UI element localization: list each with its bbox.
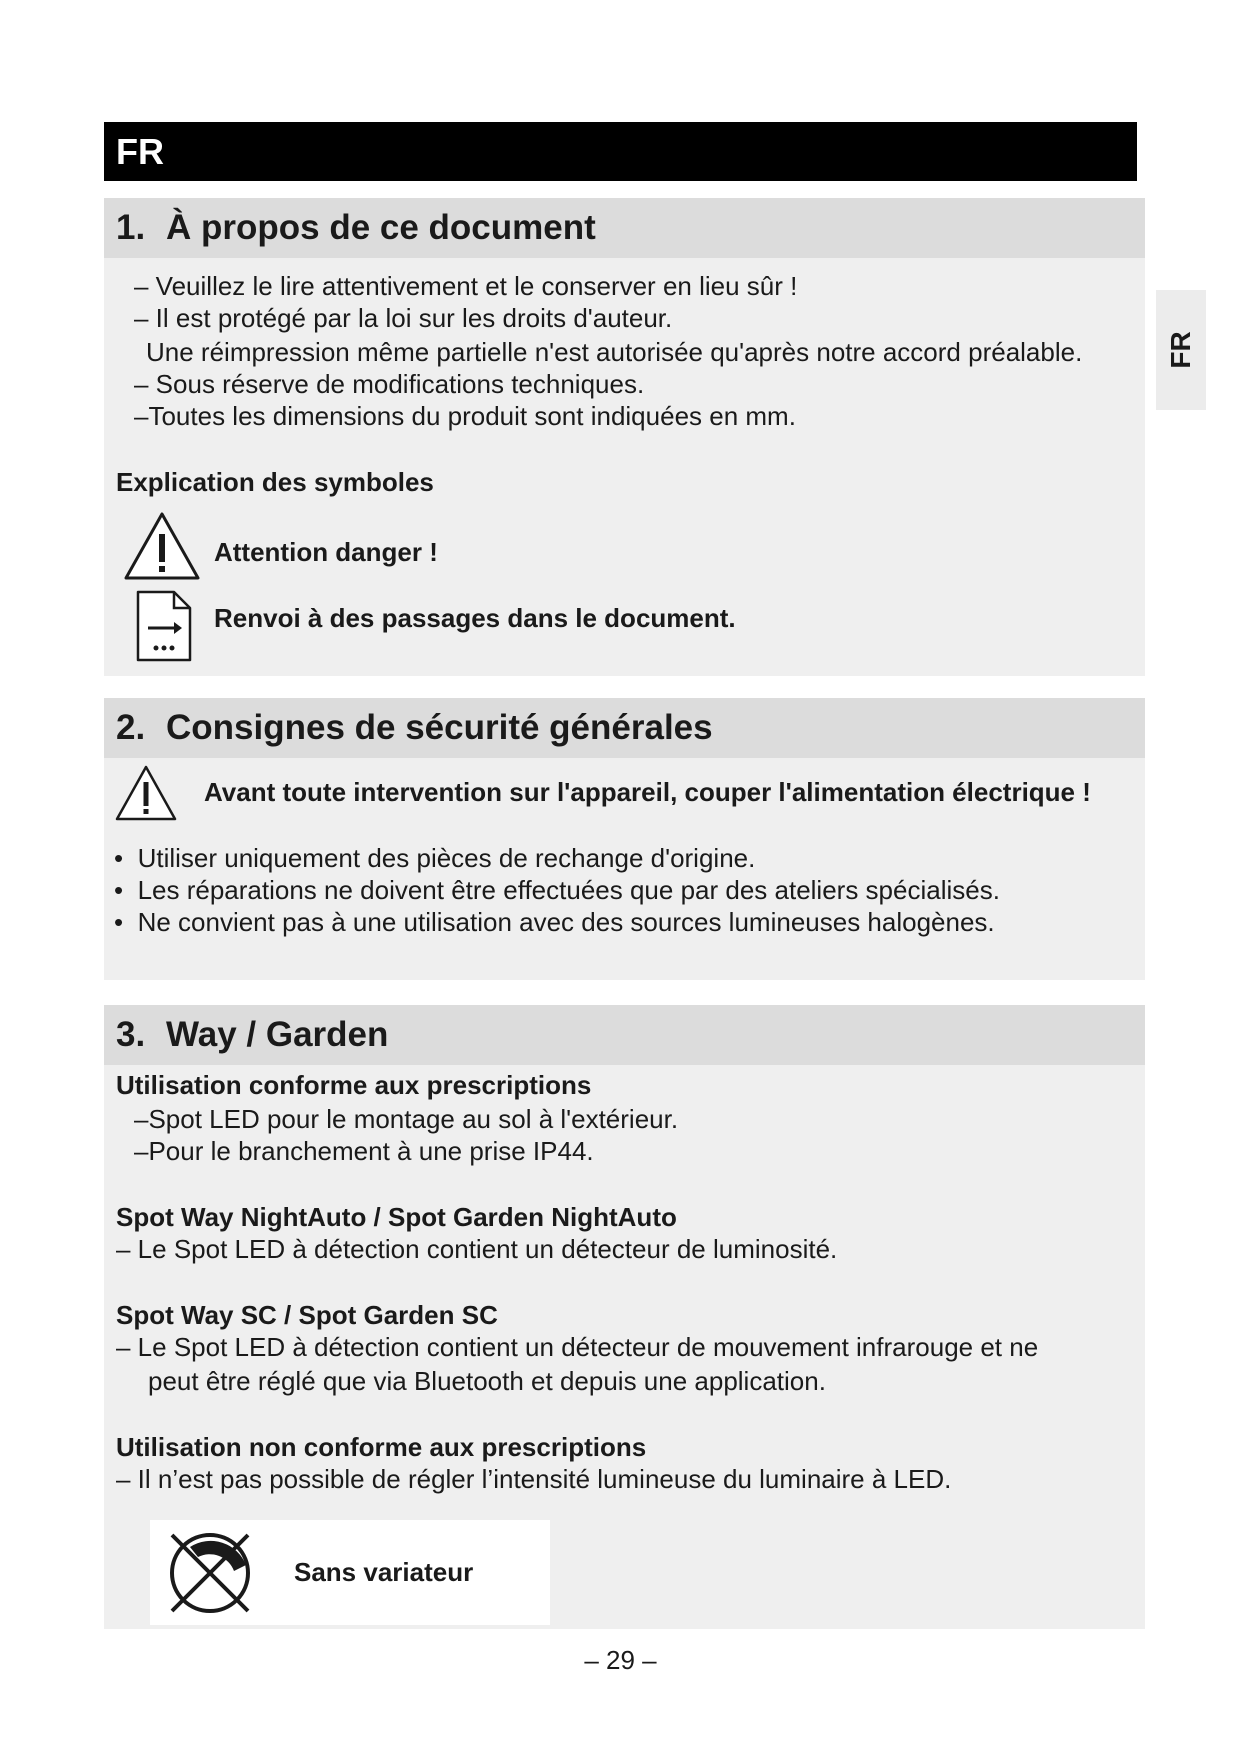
side-language-label: FR <box>1165 331 1196 369</box>
sc-heading: Spot Way SC / Spot Garden SC <box>116 1300 498 1330</box>
bullet-item: • Utiliser uniquement des pièces de rechange d'origine. <box>114 843 756 873</box>
symbol-reference-label: Renvoi à des passages dans le document. <box>214 603 736 633</box>
symbol-danger-label: Attention danger ! <box>214 537 438 567</box>
text-line: – Le Spot LED à détection contient un détecteur de luminosité. <box>116 1234 838 1264</box>
text-line: –Spot LED pour le montage au sol à l'extérieur. <box>134 1104 679 1134</box>
no-dimmer-box <box>150 1520 550 1625</box>
nightauto-heading: Spot Way NightAuto / Spot Garden NightAuto <box>116 1202 677 1232</box>
text-line: Une réimpression même partielle n'est autorisée qu'après notre accord préalable. <box>146 337 1083 367</box>
section-heading: Consignes de sécurité générales <box>166 708 713 747</box>
warning-triangle-icon <box>122 510 202 582</box>
section-number: 3. <box>116 1015 146 1054</box>
text-line: –Pour le branchement à une prise IP44. <box>134 1136 594 1166</box>
side-language-tab <box>1156 290 1206 410</box>
text-line: – Il n’est pas possible de régler l’intensité lumineuse du luminaire à LED. <box>116 1464 952 1494</box>
bullet-item: • Les réparations ne doivent être effectuées que par des ateliers spécialisés. <box>114 875 1000 905</box>
no-dimmer-icon <box>162 1525 258 1621</box>
text-line: –Toutes les dimensions du produit sont indiquées en mm. <box>134 401 796 431</box>
non-intended-use-heading: Utilisation non conforme aux prescriptions <box>116 1432 647 1462</box>
language-header-bar: FR <box>104 122 1137 181</box>
section-heading: Way / Garden <box>166 1015 389 1054</box>
section-title <box>104 1005 1145 1065</box>
no-dimmer-label: Sans variateur <box>294 1557 474 1587</box>
section-safety <box>104 698 1145 980</box>
bullet-text: Ne convient pas à une utilisation avec des sources lumineuses halogènes. <box>137 907 995 937</box>
symbols-heading: Explication des symboles <box>116 467 434 497</box>
section-number: 2. <box>116 708 146 747</box>
text-line: – Sous réserve de modifications techniques. <box>134 369 645 399</box>
section-about-document <box>104 198 1145 676</box>
text-line: – Le Spot LED à détection contient un détecteur de mouvement infrarouge et ne <box>116 1332 1039 1362</box>
text-line: – Il est protégé par la loi sur les droits d'auteur. <box>134 303 673 333</box>
warning-triangle-icon <box>114 764 178 822</box>
bullet-item: • Ne convient pas à une utilisation avec des sources lumineuses halogènes. <box>114 907 995 937</box>
bullet-text: Les réparations ne doivent être effectuées que par des ateliers spécialisés. <box>137 875 1000 905</box>
text-line: peut être réglé que via Bluetooth et depuis une application. <box>148 1366 826 1396</box>
section-heading: À propos de ce document <box>166 208 596 247</box>
text-line: – Veuillez le lire attentivement et le conserver en lieu sûr ! <box>134 271 798 301</box>
section-number: 1. <box>116 208 146 247</box>
power-warning-text: Avant toute intervention sur l'appareil, couper l'alimentation électrique ! <box>204 777 1091 807</box>
document-reference-icon <box>134 588 194 664</box>
page-number: – 29 – <box>584 1645 657 1675</box>
intended-use-heading: Utilisation conforme aux prescriptions <box>116 1070 592 1100</box>
section-title <box>104 198 1145 258</box>
section-title <box>104 698 1145 758</box>
bullet-text: Utiliser uniquement des pièces de rechange d'origine. <box>137 843 756 873</box>
